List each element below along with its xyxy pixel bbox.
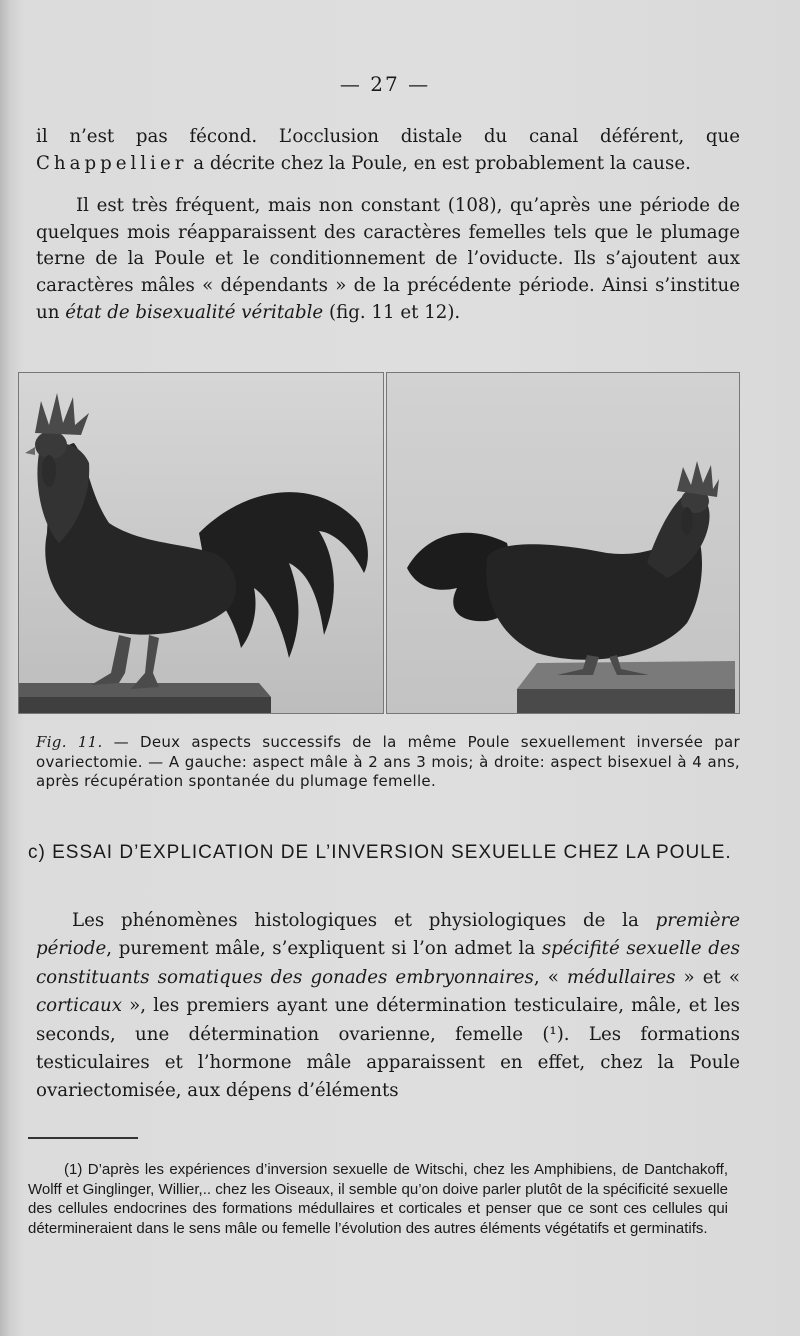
paragraph-3-italic-2: spécifité sexuelle des constituants somatiques des gonades embryonnaires — [36, 938, 740, 988]
paragraph-3-text-b: , purement mâle, s’expliquent si l’on admet la — [106, 938, 542, 960]
paragraph-3-text-d: » et « — [675, 966, 740, 988]
footnote — [28, 1160, 728, 1238]
figure-11 — [18, 372, 740, 712]
section-heading: c) ESSAI D’EXPLICATION DE L’INVERSION SEXUELLE CHEZ LA POULE. — [28, 842, 732, 863]
page-number: — 27 — — [339, 72, 431, 96]
paragraph-2-text-b: (fig. 11 et 12). — [323, 301, 461, 323]
paragraph-3-text-a: Les phénomènes histologiques et physiologiques de la — [72, 910, 656, 931]
footnote-text: (1) D’après les expériences d’inversion sexuelle de Witschi, chez les Amphibiens, de Dantchakoff, Wolff et Ginglinger, Willier,.. chez les Oiseaux, il semble qu’on doive parler plutôt de la spécificité sexuelle des cellules endocrines des formations médullaires et corticales et penser que ce sont ces cellules qui détermineraient dans le sens mâle ou femelle l’évolution des autres éléments végétatifs et germinatifs. — [28, 1161, 728, 1237]
paragraph-3-text-e: », les premiers ayant une détermination testiculaire, mâle, et les seconds, une détermination ovarienne, femelle (¹). Les formations testiculaires et l’hormone mâle apparaissent en effet, chez la Poule ovariectomisée, aux dépens d’éléments — [36, 995, 740, 1102]
footnote-divider — [28, 1137, 138, 1139]
photo-rooster-male-aspect — [18, 372, 384, 714]
paragraph-1 — [36, 124, 740, 177]
paragraph-3-italic-4: corticaux — [36, 995, 122, 1017]
paragraph-3-text-c: , « — [533, 966, 567, 988]
author-name-chappellier: Chappellier — [36, 152, 188, 174]
paragraph-3-italic-1: première période — [36, 910, 740, 960]
photo-rooster-bisexual-aspect — [386, 372, 740, 714]
paragraph-1-text-a: il n’est pas fécond. L’occlusion distale du canal déférent, que — [36, 126, 740, 147]
paragraph-3 — [36, 907, 740, 1106]
figure-label: Fig. 11. — [36, 733, 103, 751]
paragraph-2 — [36, 193, 740, 327]
figure-caption — [36, 733, 740, 792]
paragraph-3-italic-3: médullaires — [566, 966, 676, 988]
figure-caption-text: — Deux aspects successifs de la même Poule sexuellement inversée par ovariectomie. — A gauche: aspect mâle à 2 ans 3 mois; à droite: aspect bisexuel à 4 ans, après récupération spontanée du plumage femelle. — [36, 733, 740, 790]
paragraph-2-italic: état de bisexualité véritable — [65, 301, 324, 323]
paragraph-2-text-a: Il est très fréquent, mais non constant (108), qu’après une période de quelques mois réapparaissent des caractères femelles tels que le plumage terne de la Poule et le conditionnement de l’oviducte. Ils s’ajoutent aux caractères mâles « dépendants » de la précédente période. Ainsi s’institue un — [36, 195, 740, 323]
paragraph-1-text-b: a décrite chez la Poule, en est probablement la cause. — [187, 152, 691, 174]
